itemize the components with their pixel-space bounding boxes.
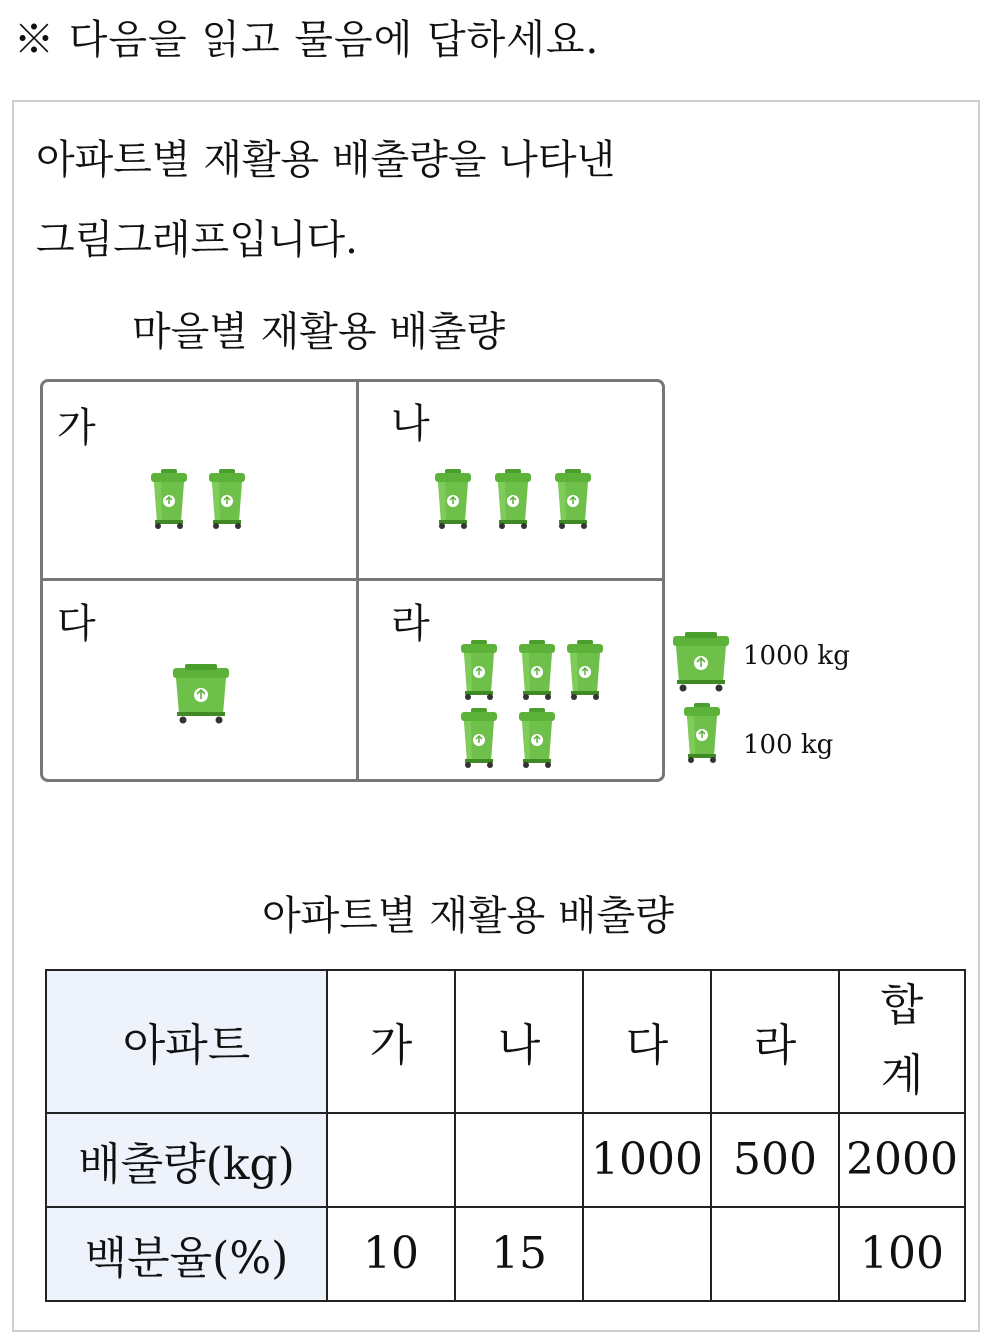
small-recycling-bin-icon: [149, 469, 189, 529]
table-row: [46, 1113, 965, 1207]
table-cell: 500: [711, 1113, 839, 1207]
cell-label-ga: 가: [57, 405, 96, 451]
intro-line-1: 아파트별 재활용 배출량을 나타낸: [36, 137, 616, 183]
header-col-da: 다: [583, 970, 711, 1113]
header-col-na: 나: [455, 970, 583, 1113]
legend-large-bin-icon: [671, 632, 731, 692]
header-label: 아파트: [46, 970, 327, 1113]
table-cell: [455, 1113, 583, 1207]
table-cell: [711, 1207, 839, 1301]
cell-label-da: 다: [57, 601, 96, 647]
table-cell: 1000: [583, 1113, 711, 1207]
data-table: [45, 969, 966, 1302]
small-recycling-bin-icon: [553, 469, 593, 529]
table-cell: 10: [327, 1207, 455, 1301]
legend-small-bin-icon: [682, 703, 722, 763]
table-cell: [583, 1207, 711, 1301]
small-recycling-bin-icon: [565, 640, 605, 700]
instruction: ※ 다음을 읽고 물음에 답하세요.: [14, 17, 600, 63]
header-col-ga: 가: [327, 970, 455, 1113]
legend-small-label: 100 kg: [743, 730, 834, 760]
table-cell: 15: [455, 1207, 583, 1301]
small-recycling-bin-icon: [517, 640, 557, 700]
table-header-row: [46, 970, 965, 1113]
picture-graph: [40, 379, 665, 782]
total-top: 합: [880, 980, 924, 1031]
row-label: 배출량(kg): [46, 1113, 327, 1207]
header-col-total: [839, 970, 965, 1113]
small-recycling-bin-icon: [493, 469, 533, 529]
grid-divider-horizontal: [43, 578, 662, 581]
header-col-ra: 라: [711, 970, 839, 1113]
intro-line-2: 그림그래프입니다.: [36, 217, 358, 263]
small-recycling-bin-icon: [517, 708, 557, 768]
small-recycling-bin-icon: [459, 708, 499, 768]
table-title: 아파트별 재활용 배출량: [262, 893, 674, 939]
row-label: 백분율(%): [46, 1207, 327, 1301]
small-recycling-bin-icon: [433, 469, 473, 529]
table-row: [46, 1207, 965, 1301]
small-recycling-bin-icon: [207, 469, 247, 529]
small-recycling-bin-icon: [459, 640, 499, 700]
legend-large-label: 1000 kg: [743, 641, 850, 671]
picture-graph-title: 마을별 재활용 배출량: [132, 309, 506, 355]
total-bottom: 계: [880, 1050, 924, 1102]
cell-label-na: 나: [391, 401, 430, 447]
table-cell: 2000: [839, 1113, 965, 1207]
table-cell: [327, 1113, 455, 1207]
table-cell: 100: [839, 1207, 965, 1301]
cell-label-ra: 라: [391, 601, 430, 647]
large-recycling-bin-icon: [171, 664, 231, 724]
